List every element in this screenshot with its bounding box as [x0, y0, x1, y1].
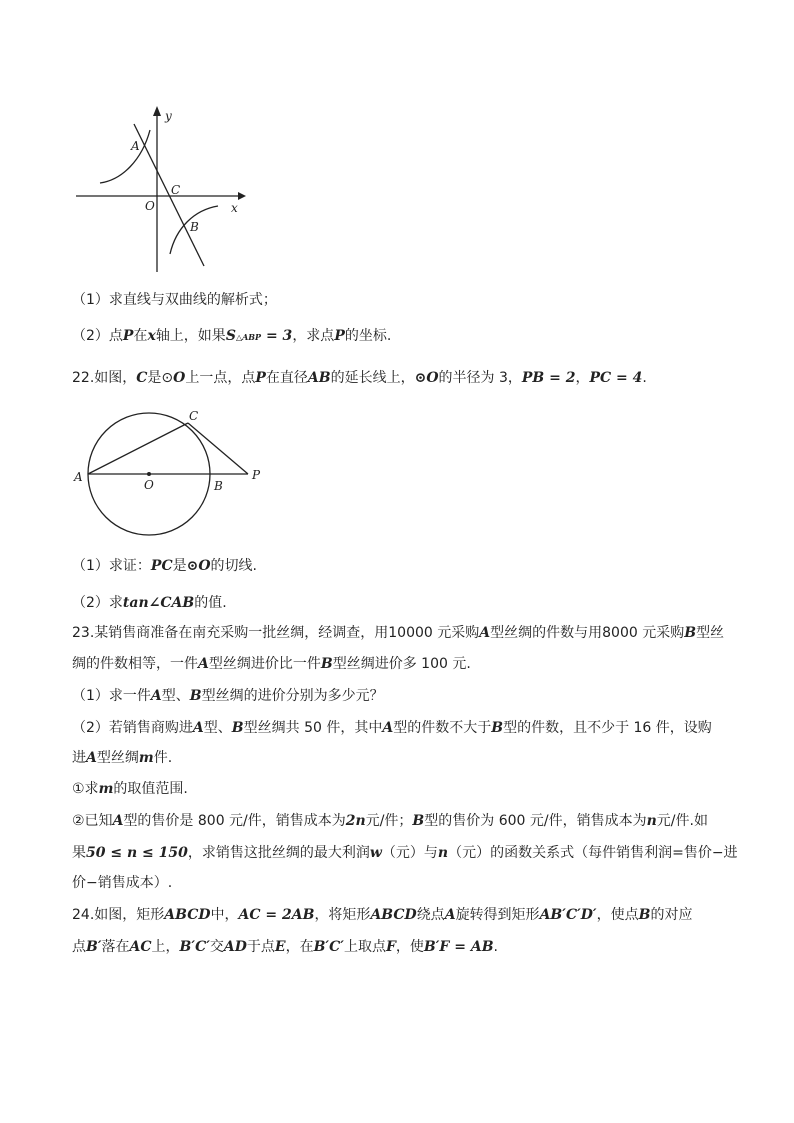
label-A: A: [74, 470, 83, 484]
q21-part1: （1）求直线与双曲线的解析式；: [72, 292, 277, 308]
label-C: C: [171, 183, 181, 197]
label-x: x: [231, 201, 238, 215]
figure-1-coordinate-graph: [70, 100, 250, 280]
center-point-O: [147, 472, 151, 476]
q23-statement-line1: 23.某销售商准备在南充采购一批丝绸，经调查，用10000 元采购A型丝绸的件数与用8000 元采购B型丝: [72, 625, 725, 641]
segment-CP: [188, 423, 248, 474]
q23-part2-line1: （2）若销售商购进A型、B型丝绸共 50 件，其中A型的件数不大于B型的件数，且不少于 16 件，设购: [72, 720, 712, 736]
hyperbola-branch-upper-left: [100, 130, 150, 183]
q24-statement-line1: 24.如图，矩形ABCD中，AC = 2AB，将矩形ABCD绕点A旋转得到矩形AB′C′D′，使点B的对应: [72, 907, 693, 923]
label-O: O: [144, 478, 154, 492]
q22-part2: （2）求tan∠CAB的值.: [72, 595, 227, 611]
q23-sub2-line2: 果50 ≤ n ≤ 150，求销售这批丝绸的最大利润w（元）与n（元）的函数关系式（每件销售利润=售价−进: [72, 845, 738, 861]
label-P: P: [252, 468, 261, 482]
label-C: C: [189, 409, 199, 423]
label-y: y: [165, 109, 172, 123]
label-B: B: [190, 220, 199, 234]
label-B: B: [214, 479, 223, 493]
q21-part2: （2）点P在x轴上，如果S△ABP = 3，求点P的坐标.: [72, 328, 392, 344]
y-axis-arrow: [153, 106, 161, 116]
x-axis-arrow: [238, 192, 246, 200]
figure-2-circle-tangent: [70, 405, 270, 545]
q23-sub2-line1: ②已知A型的售价是 800 元/件，销售成本为2n元/件；B型的售价为 600 元/件，销售成本为n元/件.如: [72, 813, 708, 829]
q24-statement-line2: 点B′落在AC上，B′C′交AD于点E，在B′C′上取点F，使B′F = AB.: [72, 939, 498, 955]
q22-part1: （1）求证：PC是⊙O的切线.: [72, 558, 257, 574]
q23-sub1: ①求m的取值范围.: [72, 781, 188, 797]
label-O: O: [145, 199, 155, 213]
q23-part2-line2: 进A型丝绸m件.: [72, 750, 173, 766]
q22-statement: 22.如图，C是⊙O上一点，点P在直径AB的延长线上，⊙O的半径为 3，PB = 2，PC = 4.: [72, 370, 647, 386]
q23-sub2-line3: 价−销售成本）.: [72, 875, 173, 891]
q23-statement-line2: 绸的件数相等，一件A型丝绸进价比一件B型丝绸进价多 100 元.: [72, 656, 471, 672]
label-A: A: [131, 139, 140, 153]
segment-AC: [88, 423, 188, 474]
q23-part1: （1）求一件A型、B型丝绸的进价分别为多少元？: [72, 688, 384, 704]
